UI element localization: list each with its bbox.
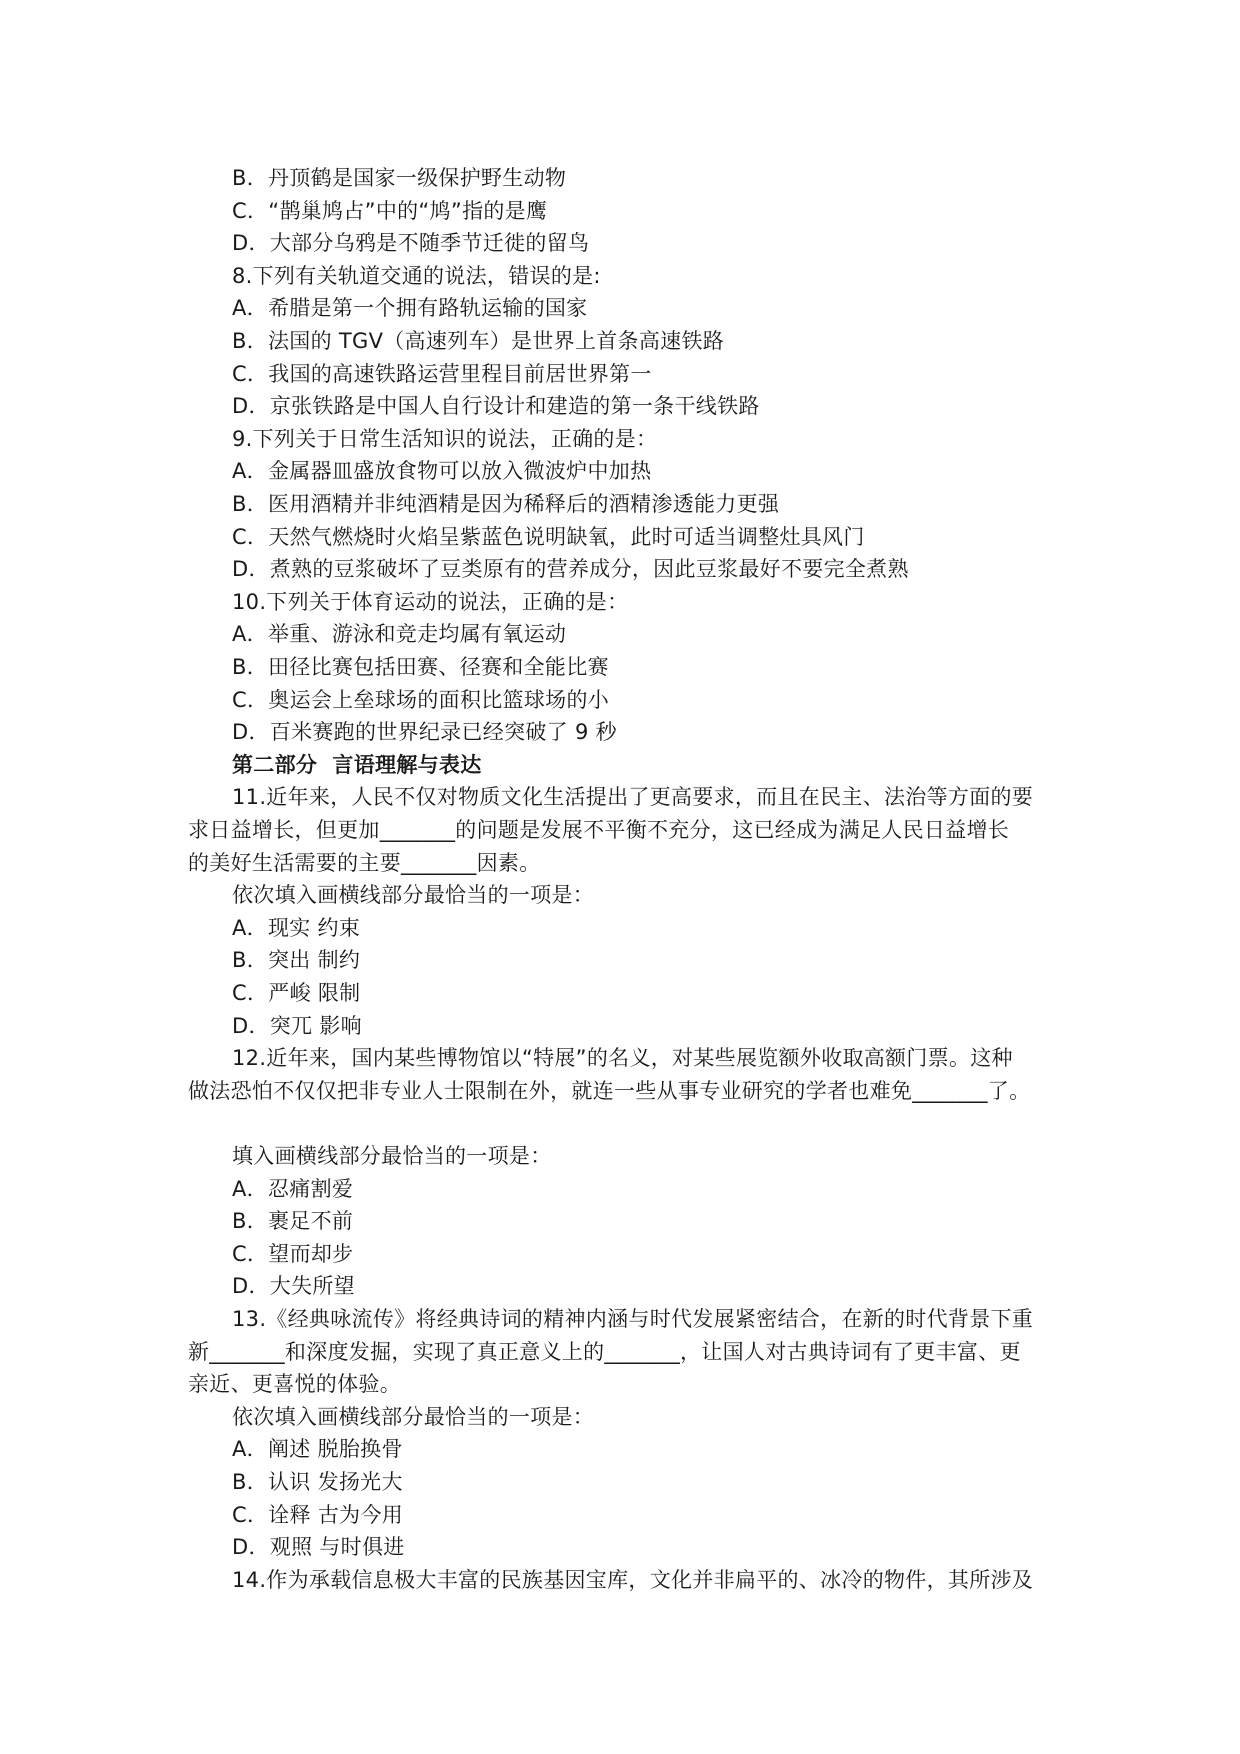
answer-option: C．望而却步 bbox=[232, 1241, 354, 1266]
question-prompt: 依次填入画横线部分最恰当的一项是： bbox=[232, 883, 595, 908]
answer-option: A．希腊是第一个拥有路轨运输的国家 bbox=[232, 296, 588, 321]
answer-option: D．观照 与时俱进 bbox=[232, 1535, 405, 1560]
question-stem-continuation: 的美好生活需要的主要_______因素。 bbox=[188, 850, 541, 875]
answer-option: D．煮熟的豆浆破坏了豆类原有的营养成分，因此豆浆最好不要完全煮熟 bbox=[232, 557, 909, 582]
answer-option: B．认识 发扬光大 bbox=[232, 1470, 403, 1494]
answer-option: A．现实 约束 bbox=[232, 915, 361, 940]
answer-option: A．忍痛割爱 bbox=[232, 1176, 354, 1201]
question-stem: 8.下列有关轨道交通的说法，错误的是: bbox=[232, 263, 601, 288]
answer-option: C．诠释 古为今用 bbox=[232, 1502, 404, 1527]
answer-option: A．阐述 脱胎换骨 bbox=[232, 1437, 403, 1462]
answer-option: D．突兀 影响 bbox=[232, 1013, 362, 1038]
question-stem: 10.下列关于体育运动的说法，正确的是： bbox=[232, 589, 629, 614]
answer-option: B．裹足不前 bbox=[232, 1209, 354, 1234]
answer-option: B．突出 制约 bbox=[232, 948, 361, 973]
answer-option: B．田径比赛包括田赛、径赛和全能比赛 bbox=[232, 655, 609, 679]
question-stem-continuation: 新_______和深度发掘，实现了真正意义上的_______，让国人对古典诗词有了更丰富、更 bbox=[188, 1339, 1021, 1364]
question-prompt: 依次填入画横线部分最恰当的一项是： bbox=[232, 1404, 595, 1429]
answer-option: B．医用酒精并非纯酒精是因为稀释后的酒精渗透能力更强 bbox=[232, 492, 780, 516]
answer-option: C．我国的高速铁路运营里程目前居世界第一 bbox=[232, 361, 652, 386]
question-stem: 11.近年来，人民不仅对物质文化生活提出了更高要求，而且在民主、法治等方面的要 bbox=[232, 785, 1034, 810]
question-stem-continuation: 亲近、更喜悦的体验。 bbox=[188, 1372, 401, 1397]
answer-option: C．“鹊巢鸠占”中的“鸠”指的是鹰 bbox=[232, 198, 548, 223]
answer-option: D．大部分乌鸦是不随季节迁徙的留鸟 bbox=[232, 231, 590, 256]
answer-option: A．金属器皿盛放食物可以放入微波炉中加热 bbox=[232, 459, 652, 484]
question-stem-continuation: 求日益增长，但更加_______的问题是发展不平衡不充分，这已经成为满足人民日益增长 bbox=[188, 818, 1010, 842]
answer-option: D．百米赛跑的世界纪录已经突破了 9 秒 bbox=[232, 720, 617, 745]
answer-option: B．法国的 TGV（高速列车）是世界上首条高速铁路 bbox=[232, 329, 725, 353]
question-stem: 12.近年来，国内某些博物馆以“特展”的名义，对某些展览额外收取高额门票。这种 bbox=[232, 1046, 1013, 1071]
question-stem: 9.下列关于日常生活知识的说法，正确的是： bbox=[232, 426, 658, 451]
answer-option: B．丹顶鹤是国家一级保护野生动物 bbox=[232, 166, 567, 190]
section-heading: 第二部分 言语理解与表达 bbox=[232, 752, 482, 777]
answer-option: C．奥运会上垒球场的面积比篮球场的小 bbox=[232, 687, 610, 712]
question-stem: 13.《经典咏流传》将经典诗词的精神内涵与时代发展紧密结合，在新的时代背景下重 bbox=[232, 1307, 1034, 1331]
answer-option: C．严峻 限制 bbox=[232, 981, 361, 1005]
question-prompt: 填入画横线部分最恰当的一项是： bbox=[232, 1144, 552, 1168]
answer-option: A．举重、游泳和竞走均属有氧运动 bbox=[232, 622, 567, 647]
answer-option: D．京张铁路是中国人自行设计和建造的第一条干线铁路 bbox=[232, 394, 760, 419]
question-stem-continuation: 做法恐怕不仅仅把非专业人士限制在外，就连一些从事专业研究的学者也难免_______了。 bbox=[188, 1078, 1031, 1103]
question-stem: 14.作为承载信息极大丰富的民族基因宝库，文化并非扁平的、冰冷的物件，其所涉及 bbox=[232, 1567, 1034, 1592]
answer-option: C．天然气燃烧时火焰呈紫蓝色说明缺氧，此时可适当调整灶具风门 bbox=[232, 524, 865, 549]
answer-option: D．大失所望 bbox=[232, 1274, 355, 1299]
